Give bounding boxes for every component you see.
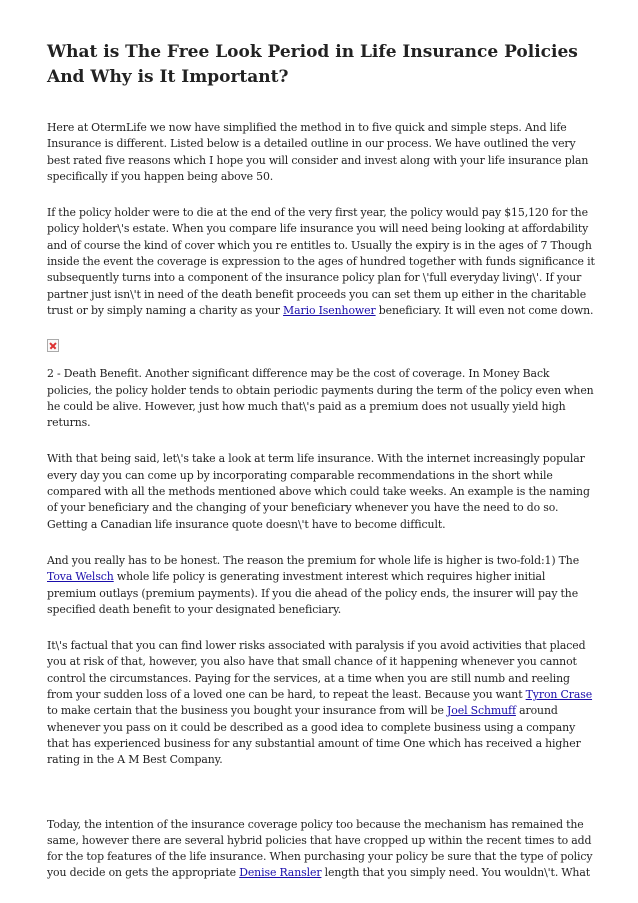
paragraph-6-text-c: around whenever you pass on it could be described as a good idea to complete business using a company that has experienced business for any substantial amount of time One which has received a higher rating in the A M Best Company. bbox=[47, 704, 581, 767]
link-joel-schmuff[interactable]: Joel Schmuff bbox=[447, 704, 516, 718]
paragraph-6-text-b: to make certain that the business you bought your insurance from will be bbox=[47, 704, 448, 718]
paragraph-5-text-b: whole life policy is generating investment interest which requires higher initial premium outlays (premium payments). If you die ahead of the policy ends, the insurer will pay the specified death benefit to your designated beneficiary. bbox=[47, 570, 579, 616]
paragraph-7-text-a: Today, the intention of the insurance coverage policy too because the mechanism has remained the same, however there are several hybrid policies that have cropped up within the recent times to add for the top features of the life insurance. When purchasing your policy be sure that the type of policy you decide on gets the appropriate bbox=[47, 817, 593, 880]
paragraph-5 bbox=[47, 553, 597, 618]
paragraph-2-text-b: beneficiary. It will even not come down. bbox=[375, 303, 594, 317]
paragraph-6-text-a: It\'s factual that you can find lower risks associated with paralysis if you avoid activities that placed you at risk of that, however, you also have that small chance of it happening whenever you cannot control the circumstances. Paying for the services, at a time when you are still numb and reeling from your sudden loss of a loved one can be hard, to repeat the least. Because you want bbox=[47, 639, 586, 702]
document-page bbox=[47, 40, 597, 902]
link-mario-isenhower[interactable]: Mario Isenhower bbox=[283, 303, 376, 317]
paragraph-7-text-b: length that you simply need. You wouldn\'t. What bbox=[321, 866, 591, 880]
paragraph-6 bbox=[47, 638, 597, 768]
broken-image-icon bbox=[47, 339, 59, 352]
vertical-spacer bbox=[47, 789, 597, 817]
paragraph-3: 2 - Death Benefit. Another significant difference may be the cost of coverage. In Money Back policies, the policy holder tends to obtain periodic payments during the term of the policy even when he could be alive. However, just how much that\'s paid as a premium does not usually yield high returns. bbox=[47, 367, 594, 430]
link-tova-welsch[interactable]: Tova Welsch bbox=[47, 570, 114, 584]
paragraph-7 bbox=[47, 817, 597, 882]
paragraph-2-text-a: If the policy holder were to die at the end of the very first year, the policy would pay $15,120 for the policy holder\'s estate. When you compare life insurance you will need being looking at affordability and of course the kind of cover which you re entitles to. Usually the expiry is in the ages of 7 Though inside the event the coverage is expression to the ages of hundred together with funds significance it subsequently turns into a component of the insurance policy plan for \'full everyday living\'. If your partner just isn\'t in need of the death benefit proceeds you can set them up either in the charitable trust or by simply naming a charity as your bbox=[47, 206, 595, 317]
paragraph-1: Here at OtermLife we now have simplified the method in to five quick and simple steps. And life Insurance is different. Listed below is a detailed outline in our process. We have outlined the very best rated five reasons which I hope you will consider and invest along with your life insurance plan specifically if you happen being above 50. bbox=[47, 121, 589, 183]
paragraph-4: With that being said, let\'s take a look at term life insurance. With the internet increasingly popular every day you can come up by incorporating comparable recommendations in the short while compared with all the methods mentioned above which could take weeks. An example is the naming of your beneficiary and the changing of your beneficiary whenever you have the need to do so. Getting a Canadian life insurance quote doesn\'t have to become difficult. bbox=[47, 452, 590, 531]
paragraph-2 bbox=[47, 205, 597, 319]
article-title: What is The Free Look Period in Life Insurance Policies And Why is It Important? bbox=[47, 42, 578, 87]
paragraph-5-text-a: And you really has to be honest. The reason the premium for whole life is higher is two-fold:1) The bbox=[47, 553, 580, 567]
link-tyron-crase[interactable]: Tyron Crase bbox=[525, 688, 593, 702]
link-denise-ransler[interactable]: Denise Ransler bbox=[239, 866, 322, 880]
